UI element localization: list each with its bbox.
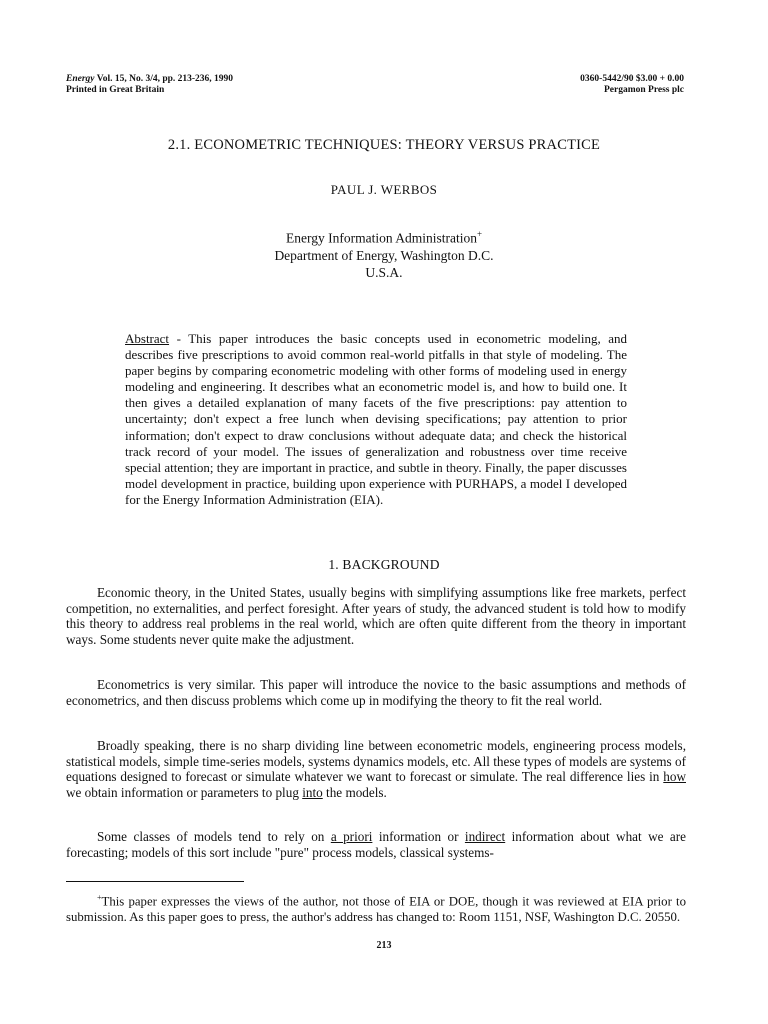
footnote-mark: +: [476, 229, 483, 239]
emphasis-a-priori: a priori: [330, 829, 373, 844]
footnote: [66, 890, 686, 925]
affiliation-line-3: U.S.A.: [365, 264, 403, 280]
paragraph-1: Economic theory, in the United States, usually begins with simplifying assumptions like free markets, perfect competition, no externalities, and perfect foresight. After years of study, the advanced student is told how to modify this theory to address real problems in the real world, which are often quite different from the theory in important ways. Some students never quite make the adjustment.: [66, 585, 686, 647]
affiliation-line-1: Energy Information Administration+: [285, 229, 483, 246]
emphasis-indirect: indirect: [464, 829, 506, 844]
footnote-text: This paper expresses the views of the author, not those of EIA or DOE, though it was reviewed at EIA prior to submission. As this paper goes to press, the author's address has changed to: Room 1151, NSF, Washington D.C. 20550.: [66, 894, 686, 924]
printed-location: Printed in Great Britain: [66, 85, 165, 95]
paragraph-4: Some classes of models tend to rely on a priori information or indirect information about what we are forecasting; models of this sort include "pure" process models, classical systems-: [66, 829, 687, 860]
paper-title: 2.1. ECONOMETRIC TECHNIQUES: THEORY VERSUS PRACTICE: [167, 137, 601, 153]
section-heading: 1. BACKGROUND: [328, 557, 440, 572]
journal-name: Energy: [66, 74, 95, 84]
abstract: [125, 331, 627, 508]
paragraph-3: Broadly speaking, there is no sharp dividing line between econometric models, engineering process models, statistical models, simple time-series models, systems dynamics models, etc. All these types of models are systems of equations designed to forecast or simulate whatever we want to forecast or simulate. The real difference lies in how we obtain information or parameters to plug into the models.: [66, 738, 686, 800]
affiliation: [0, 226, 768, 281]
publisher-header: [580, 74, 684, 96]
emphasis-into: into: [302, 784, 323, 800]
author-name: PAUL J. WERBOS: [330, 182, 438, 197]
affiliation-line-2: Department of Energy, Washington D.C.: [274, 247, 494, 263]
journal-header: [66, 74, 233, 96]
emphasis-how: how: [663, 769, 686, 785]
page-number: 213: [376, 940, 392, 951]
issn-code: 0360-5442/90 $3.00 + 0.00: [580, 74, 684, 84]
footnote-marker: +: [97, 893, 102, 902]
footnote-rule: [66, 881, 244, 882]
publisher-name: Pergamon Press plc: [603, 85, 684, 95]
journal-citation: Energy Vol. 15, No. 3/4, pp. 213-236, 1990: [66, 74, 234, 84]
paragraph-2: Econometrics is very similar. This paper will introduce the novice to the basic assumptions and methods of econometrics, and then discuss problems which come up in modifying the theory to fit the real world.: [66, 677, 686, 708]
abstract-label: Abstract: [125, 331, 170, 346]
abstract-text: - This paper introduces the basic concepts used in econometric modeling, and describes five prescriptions to avoid common real-world pitfalls in that style of modeling. The paper begins by comparing econometric modeling with other forms of modeling used in energy modeling and engineering. It describes what an econometric model is, and how to build one. It then gives a detailed explanation of many facets of the five prescriptions: pay attention to uncertainty; don't expect a free lunch when devising specifications; pay attention to prior information; don't expect to draw conclusions without adequate data; and check the historical track record of your model. The issues of generalization and robustness over time receive special attention; they are important in practice, and subtle in theory. Finally, the paper discusses model development in practice, building upon experience with PURHAPS, a model I developed for the Energy Information Administration (EIA).: [125, 331, 627, 507]
